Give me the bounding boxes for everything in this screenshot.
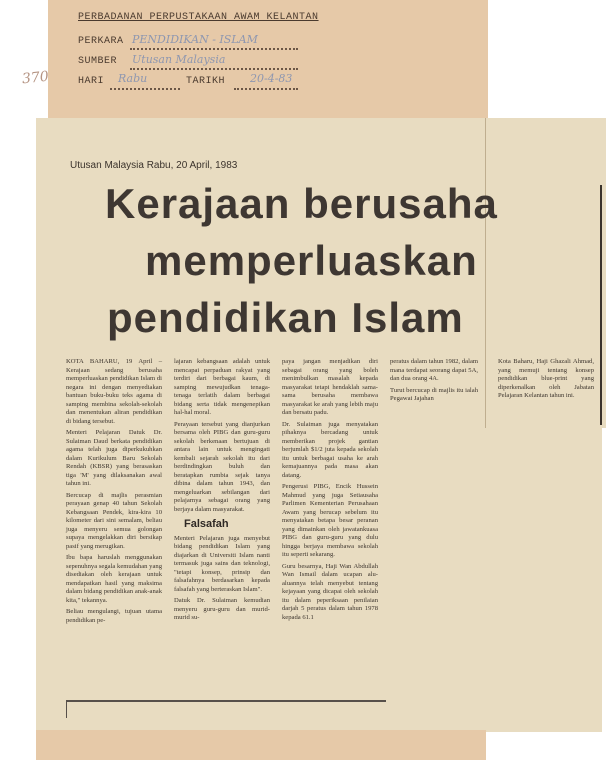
subheading: Falsafah: [184, 518, 229, 530]
perkara-dots: [130, 48, 298, 50]
paragraph: Perayaan tersebut yang dianjurkan bersama oleh PIBG dan guru-guru sekolah berkenaan bertujuan di antara lain untuk mengingati kembali sejarah sekolah itu dari berdindingkan buluh dan beratapkan rumbia sejak tanya dibina dalam tahun 1943, dan mengeluarkan sebilangan dari pelajarnya sebagai orang yang berjaya dalam masyarakat.: [174, 420, 270, 513]
paragraph: Turut bercucap di majlis itu ialah Pegawai Jajahan: [390, 386, 478, 402]
paragraph: Menteri Pelajaran juga menyebut bidang pendidikan Islam yang diajarkan di Universiti Islam nanti termasuk juga sains dan teknologi, "tetapi konsep, prinsip dan falsafahnya berdasarkan kepada falsafah yang berteraskan Islam".: [174, 534, 270, 593]
paragraph: lajaran kebangsaan adalah untuk mencapai perpaduan rakyat yang terdiri dari berbagai kaum, di samping mewujudkan tenaga-tenaga terlatih dalam berbagai bidang serta tidak mengenepikan hal-hal moral.: [174, 358, 270, 416]
perkara-label: PERKARA: [78, 36, 124, 47]
paragraph: paya jangan menjadikan diri sebagai orang yang boleh menimbulkan masalah kepada masyarakat tetapi hendaklah sama-sama berusaha membawa masyarakat ke arah yang lebih maju dan bersatu padu.: [282, 358, 378, 416]
dateline: Utusan Malaysia Rabu, 20 April, 1983: [70, 160, 238, 171]
headline-line-1: Kerajaan berusaha: [105, 180, 498, 227]
clipping-edge-line: [600, 185, 602, 425]
bottom-rule: [66, 700, 386, 702]
card-header: PERBADANAN PERPUSTAKAAN AWAM KELANTAN: [78, 12, 319, 23]
paragraph: KOTA BAHARU, 19 April – Kerajaan sedang berusaha memperluaskan pendidikan Islam di negara ini dengan menyediakan bantuan buku-buku teks agama di samping membina sekolah-sekolah dan menentukan aliran pendidikan di bidang tersebut.: [66, 358, 162, 425]
index-card: [48, 0, 488, 120]
hari-dots: [110, 88, 180, 90]
hari-label: HARI: [78, 76, 105, 87]
headline-line-2: memperluaskan: [145, 237, 478, 284]
paragraph: Ibu bapa haruslah menggunakan sepenuhnya segala kemudahan yang disediakan oleh kerajaan untuk mendapatkan hasil yang maksima dalam bidang pendidikan anak-anak kita," tekannya.: [66, 554, 162, 604]
hari-value: Rabu: [118, 72, 148, 85]
paragraph: peratus dalam tahun 1982, dalam mana terdapat seorang dapat 5A, dan dua orang 4A.: [390, 358, 478, 382]
paragraph: Dr. Sulaiman juga menyatakan pihaknya bercadang untuk memberikan projek gantian berjumlah $1/2 juta kepada sekolah itu untuk berbagai usaha ke arah kemajuannya pada masa akan datang.: [282, 420, 378, 479]
paragraph: Pengerusi PIBG, Encik Hussein Mahmud yang juga Setiausaha Parlimen Kementerian Perusahaan Awam yang berucap sebelum itu menyatakan betapa besar peranan yang dimainkan oleh jawatankuasa PIBG dan guru-guru yang dulu hingga berjaya membawa sekolah itu seperti sekarang.: [282, 483, 378, 558]
bottom-rule-tick: [66, 700, 67, 718]
perkara-value: PENDIDIKAN - ISLAM: [132, 33, 258, 46]
tarikh-label: TARIKH: [186, 76, 226, 87]
headline-line-3: pendidikan Islam: [107, 294, 464, 341]
page-number: 370: [21, 68, 50, 88]
sumber-value: Utusan Malaysia: [132, 53, 226, 66]
paragraph: Bercucap di majlis perasmian perayaan genap 40 tahun Sekolah Kebangsaan Pendek, kira-kira 10 kilometer dari sini semalam, beliau juga menyeru semua golongan supaya mengelakkan diri bersikap pasif yang merugikan.: [66, 491, 162, 550]
paragraph: Guru besarnya, Haji Wan Abdullah Wan Ismail dalam ucapan alu-aluannya telah menyebut tentang kejayaan yang dicapai oleh sekolah itu dalam peperiksaan penilaian darjah 5 peratus dalam tahun 1978 kepada 61.1: [282, 562, 378, 621]
sumber-dots: [130, 68, 298, 70]
paragraph: Beliau mengulangi, tujuan utama pendidikan pe-: [66, 608, 162, 624]
column-3: [282, 358, 378, 625]
tarikh-value: 20-4-83: [250, 72, 293, 85]
column-5: [498, 358, 594, 404]
paragraph: Menteri Pelajaran Datuk Dr. Sulaiman Daud berkata pendidikan agama telah juga diperkukuhkan dalam Kurikulum Baru Sekolah Rendah (KBSR) yang berasaskan tiga 'M' yang dilaksanakan awal tahun ini.: [66, 429, 162, 487]
paragraph: Datuk Dr. Sulaiman kemudian menyeru guru-guru dan murid-murid su-: [174, 597, 270, 621]
sumber-label: SUMBER: [78, 56, 118, 67]
card-lower-edge: [36, 730, 486, 760]
column-2: [174, 358, 270, 626]
column-4: [390, 358, 478, 407]
paragraph: Kota Baharu, Haji Ghazali Ahmad, yang memuji tentang konsep pendidikan blue-print yang diperkenalkan oleh Jabatan Pelajaran Kelantan tahun ini.: [498, 358, 594, 399]
column-1: [66, 358, 162, 628]
tarikh-dots: [234, 88, 298, 90]
